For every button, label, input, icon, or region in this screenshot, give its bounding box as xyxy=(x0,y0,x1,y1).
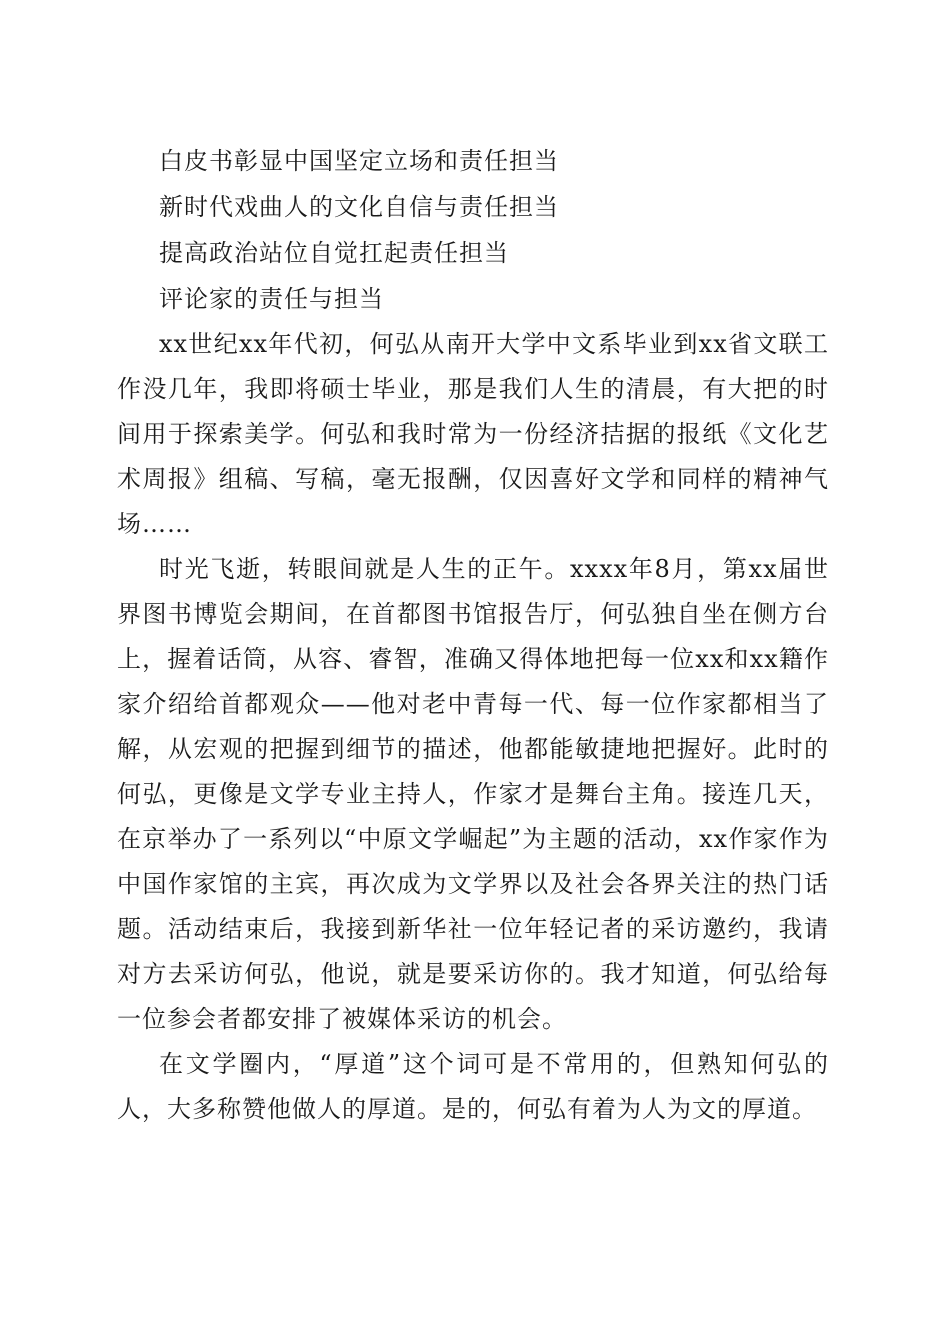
body-paragraph-2: 时光飞逝，转眼间就是人生的正午。xxxx年8月，第xx届世界图书博览会期间，在首都图书馆报告厅，何弘独自坐在侧方台上，握着话筒，从容、睿智，准确又得体地把每一位xx和xx籍作家介绍给首都观众——他对老中青每一代、每一位作家都相当了解，从宏观的把握到细节的描述，他都能敏捷地把握好。此时的何弘，更像是文学专业主持人，作家才是舞台主角。接连几天，在京举办了一系列以“中原文学崛起”为主题的活动，xx作家作为中国作家馆的主宾，再次成为文学界以及社会各界关注的热门话题。活动结束后，我接到新华社一位年轻记者的采访邀约，我请对方去采访何弘，他说，就是要采访你的。我才知道，何弘给每一位参会者都安排了被媒体采访的机会。 xyxy=(117,555,829,1033)
heading-line-3: 提高政治站位自觉扛起责任担当 xyxy=(159,239,509,267)
heading-line-2: 新时代戏曲人的文化自信与责任担当 xyxy=(159,193,559,221)
body-paragraph-3: 在文学圈内，“厚道”这个词可是不常用的，但熟知何弘的人，大多称赞他做人的厚道。是的，何弘有着为人为文的厚道。 xyxy=(117,1050,829,1123)
heading-line-1: 白皮书彰显中国坚定立场和责任担当 xyxy=(159,147,559,175)
heading-line-4: 评论家的责任与担当 xyxy=(159,285,384,313)
body-paragraph-1: xx世纪xx年代初，何弘从南开大学中文系毕业到xx省文联工作没几年，我即将硕士毕业，那是我们人生的清晨，有大把的时间用于探索美学。何弘和我时常为一份经济拮据的报纸《文化艺术周报》组稿、写稿，毫无报酬，仅因喜好文学和同样的精神气场…… xyxy=(117,330,829,538)
document-page xyxy=(117,138,829,1132)
